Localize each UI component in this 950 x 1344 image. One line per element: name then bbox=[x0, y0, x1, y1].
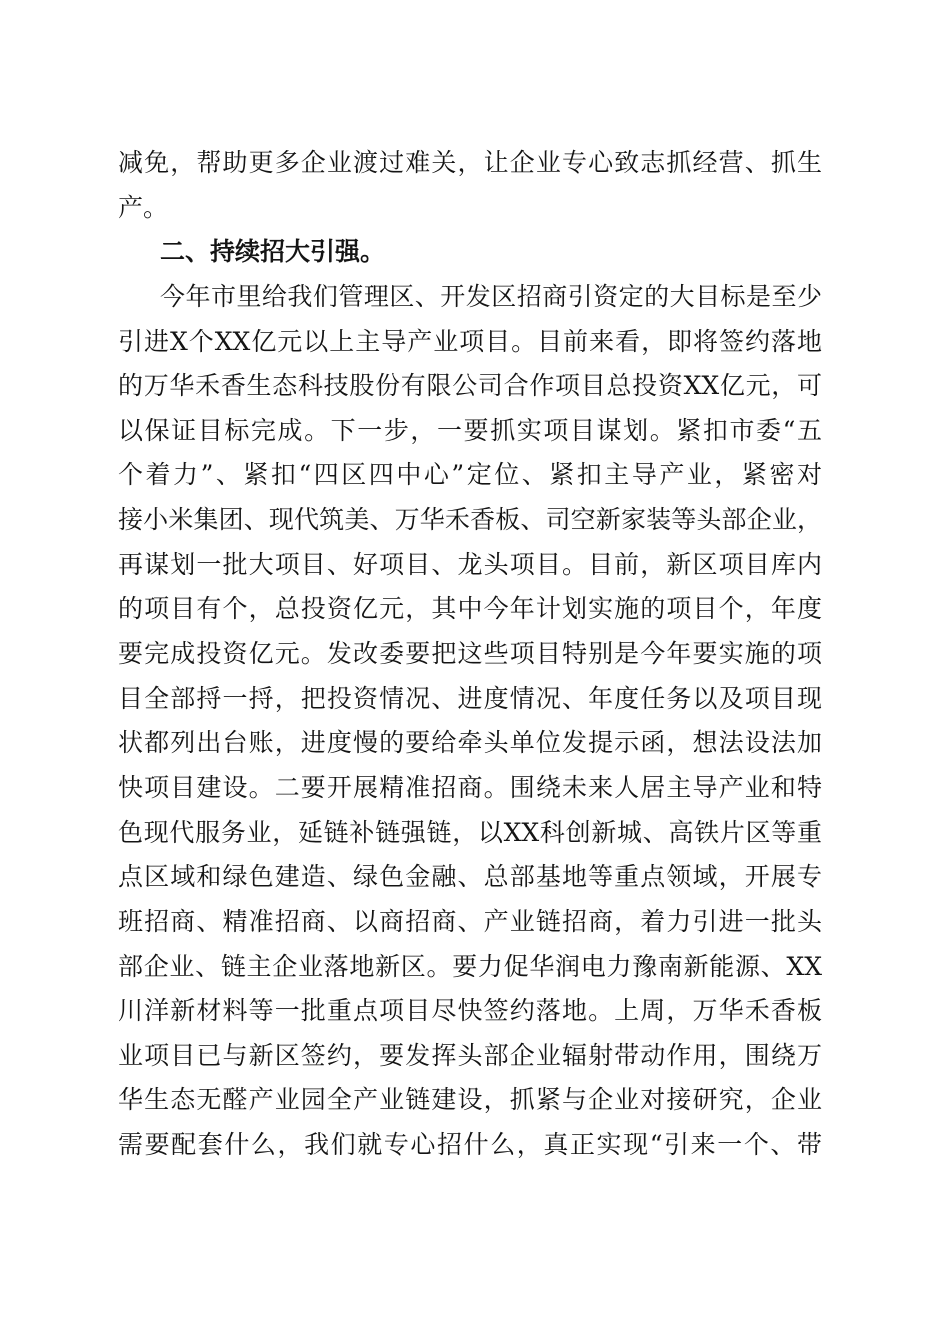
continuation-line: 减免，帮助更多企业渡过难关，让企业专心致志抓经营、抓生 bbox=[118, 148, 822, 177]
paragraph-line: 点区域和绿色建造、绿色金融、总部基地等重点领域，开展专 bbox=[118, 862, 822, 892]
paragraph-line: 快项目建设。二要开展精准招商。围绕未来人居主导产业和特 bbox=[118, 772, 822, 802]
paragraph-line: 部企业、链主企业落地新区。要力促华润电力豫南新能源、XX bbox=[118, 951, 822, 981]
paragraph-line: 接小米集团、现代筑美、万华禾香板、司空新家装等头部企业， bbox=[118, 505, 822, 535]
paragraph-line: 个着力”、紧扣“四区四中心”定位、紧扣主导产业，紧密对 bbox=[118, 460, 822, 490]
paragraph-line: 色现代服务业，延链补链强链，以XX科创新城、高铁片区等重 bbox=[118, 817, 822, 847]
paragraph-line: 华生态无醛产业园全产业链建设，抓紧与企业对接研究，企业 bbox=[118, 1085, 822, 1115]
paragraph-line: 目全部捋一捋，把投资情况、进度情况、年度任务以及项目现 bbox=[118, 683, 822, 713]
paragraph-line: 的万华禾香生态科技股份有限公司合作项目总投资XX亿元，可 bbox=[118, 371, 822, 401]
paragraph-line: 引进X个XX亿元以上主导产业项目。目前来看，即将签约落地 bbox=[118, 326, 822, 356]
paragraph-line: 再谋划一批大项目、好项目、龙头项目。目前，新区项目库内 bbox=[118, 549, 822, 579]
paragraph-line: 状都列出台账，进度慢的要给牵头单位发提示函，想法设法加 bbox=[118, 728, 822, 758]
paragraph-line: 需要配套什么，我们就专心招什么，真正实现“引来一个、带 bbox=[118, 1130, 822, 1160]
paragraph-line: 业项目已与新区签约，要发挥头部企业辐射带动作用，围绕万 bbox=[118, 1040, 822, 1070]
paragraph-line: 的项目有个，总投资亿元，其中今年计划实施的项目个，年度 bbox=[118, 594, 822, 624]
continuation-line: 产。 bbox=[118, 192, 169, 222]
paragraph-line: 班招商、精准招商、以商招商、产业链招商，着力引进一批头 bbox=[118, 906, 822, 936]
section-heading: 二、持续招大引强。 bbox=[160, 237, 386, 267]
paragraph-line: 今年市里给我们管理区、开发区招商引资定的大目标是至少 bbox=[160, 281, 822, 311]
document-body bbox=[118, 141, 822, 1168]
paragraph-line: 要完成投资亿元。发改委要把这些项目特别是今年要实施的项 bbox=[118, 639, 822, 669]
paragraph-line: 川洋新材料等一批重点项目尽快签约落地。上周，万华禾香板 bbox=[118, 996, 822, 1026]
paragraph-line: 以保证目标完成。下一步，一要抓实项目谋划。紧扣市委“五 bbox=[118, 415, 822, 445]
